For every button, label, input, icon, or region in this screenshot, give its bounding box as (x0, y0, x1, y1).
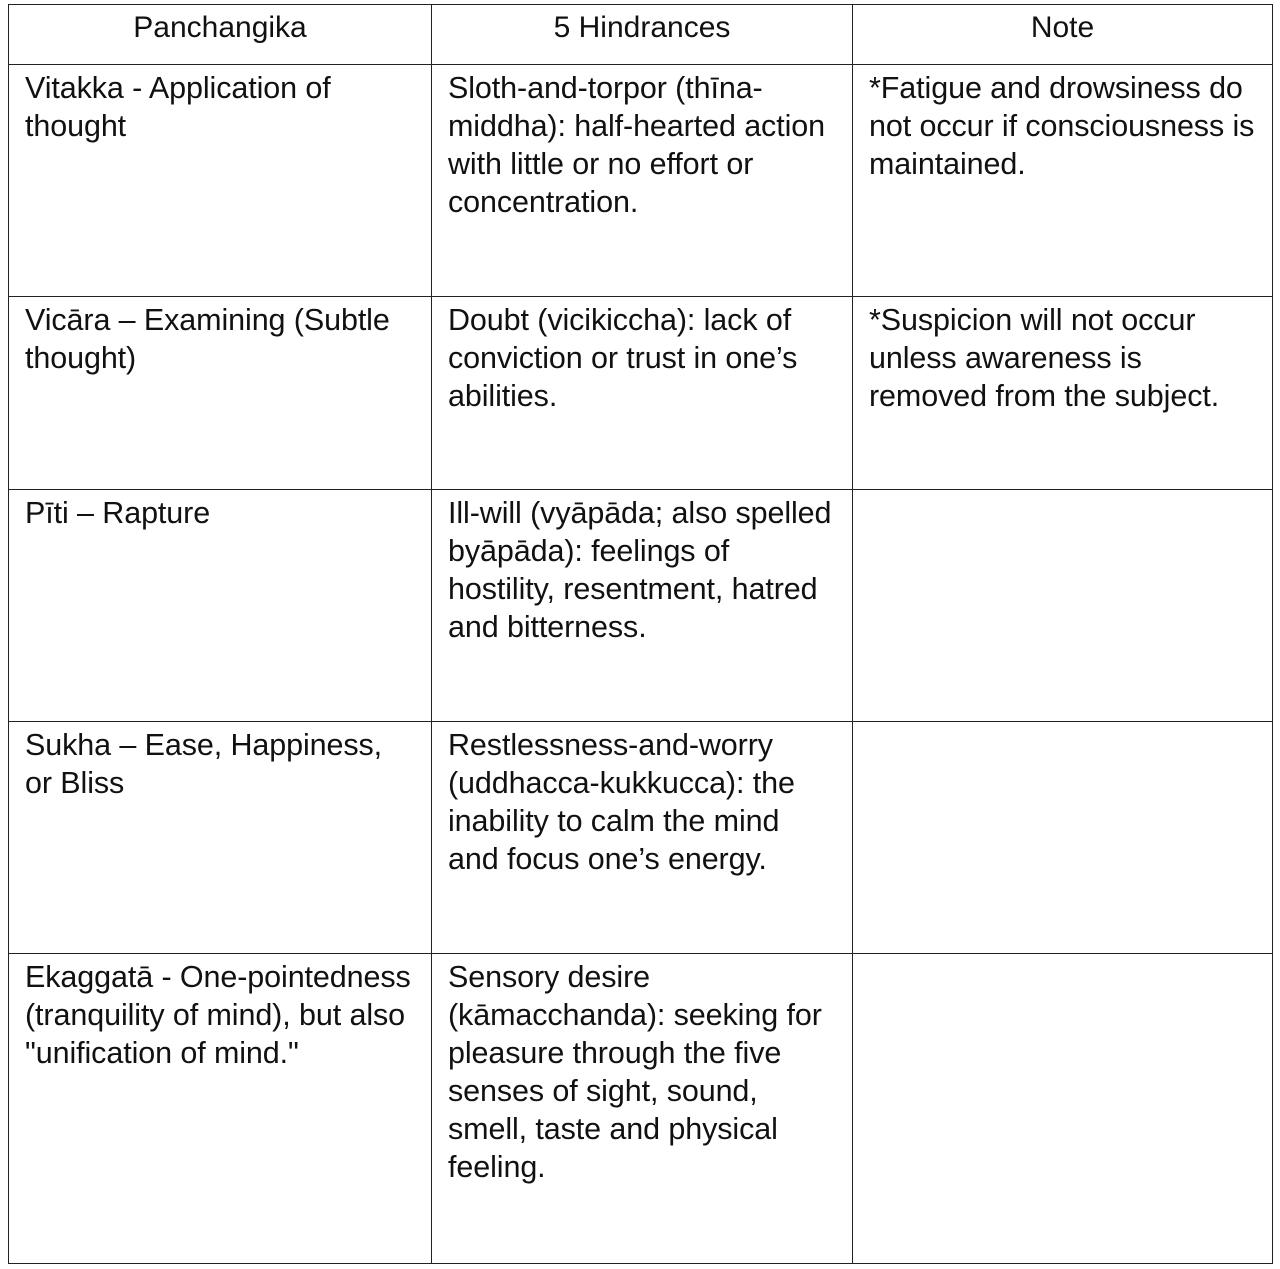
panchangika-cell: Vicāra – Examining (Subtle thought) (9, 297, 432, 490)
note-cell (853, 490, 1273, 722)
header-hindrances: 5 Hindrances (432, 5, 853, 65)
table-row (9, 65, 1273, 297)
hindrance-cell: Sloth-and-torpor (thīna-middha): half-hearted action with little or no effort or concentration. (432, 65, 853, 297)
panchangika-cell: Sukha – Ease, Happiness, or Bliss (9, 722, 432, 954)
hindrance-cell: Restlessness-and-worry (uddhacca-kukkucca): the inability to calm the mind and focus one’s energy. (432, 722, 853, 954)
panchangika-cell: Pīti – Rapture (9, 490, 432, 722)
table-row (9, 490, 1273, 722)
note-cell (853, 722, 1273, 954)
note-cell: *Suspicion will not occur unless awareness is removed from the subject. (853, 297, 1273, 490)
hindrance-cell: Doubt (vicikiccha): lack of conviction or trust in one’s abilities. (432, 297, 853, 490)
table-row (9, 954, 1273, 1264)
panchangika-cell: Vitakka - Application of thought (9, 65, 432, 297)
hindrance-cell: Ill-will (vyāpāda; also spelled byāpāda): feelings of hostility, resentment, hatred and bitterness. (432, 490, 853, 722)
hindrance-cell: Sensory desire (kāmacchanda): seeking for pleasure through the five senses of sight, sound, smell, taste and physical feeling. (432, 954, 853, 1264)
header-row (9, 5, 1273, 65)
header-panchangika: Panchangika (9, 5, 432, 65)
table-row (9, 722, 1273, 954)
hindrances-table (8, 4, 1273, 1264)
header-note: Note (853, 5, 1273, 65)
note-cell (853, 954, 1273, 1264)
panchangika-cell: Ekaggatā - One-pointedness (tranquility of mind), but also "unification of mind." (9, 954, 432, 1264)
table-row (9, 297, 1273, 490)
note-cell: *Fatigue and drowsiness do not occur if consciousness is maintained. (853, 65, 1273, 297)
